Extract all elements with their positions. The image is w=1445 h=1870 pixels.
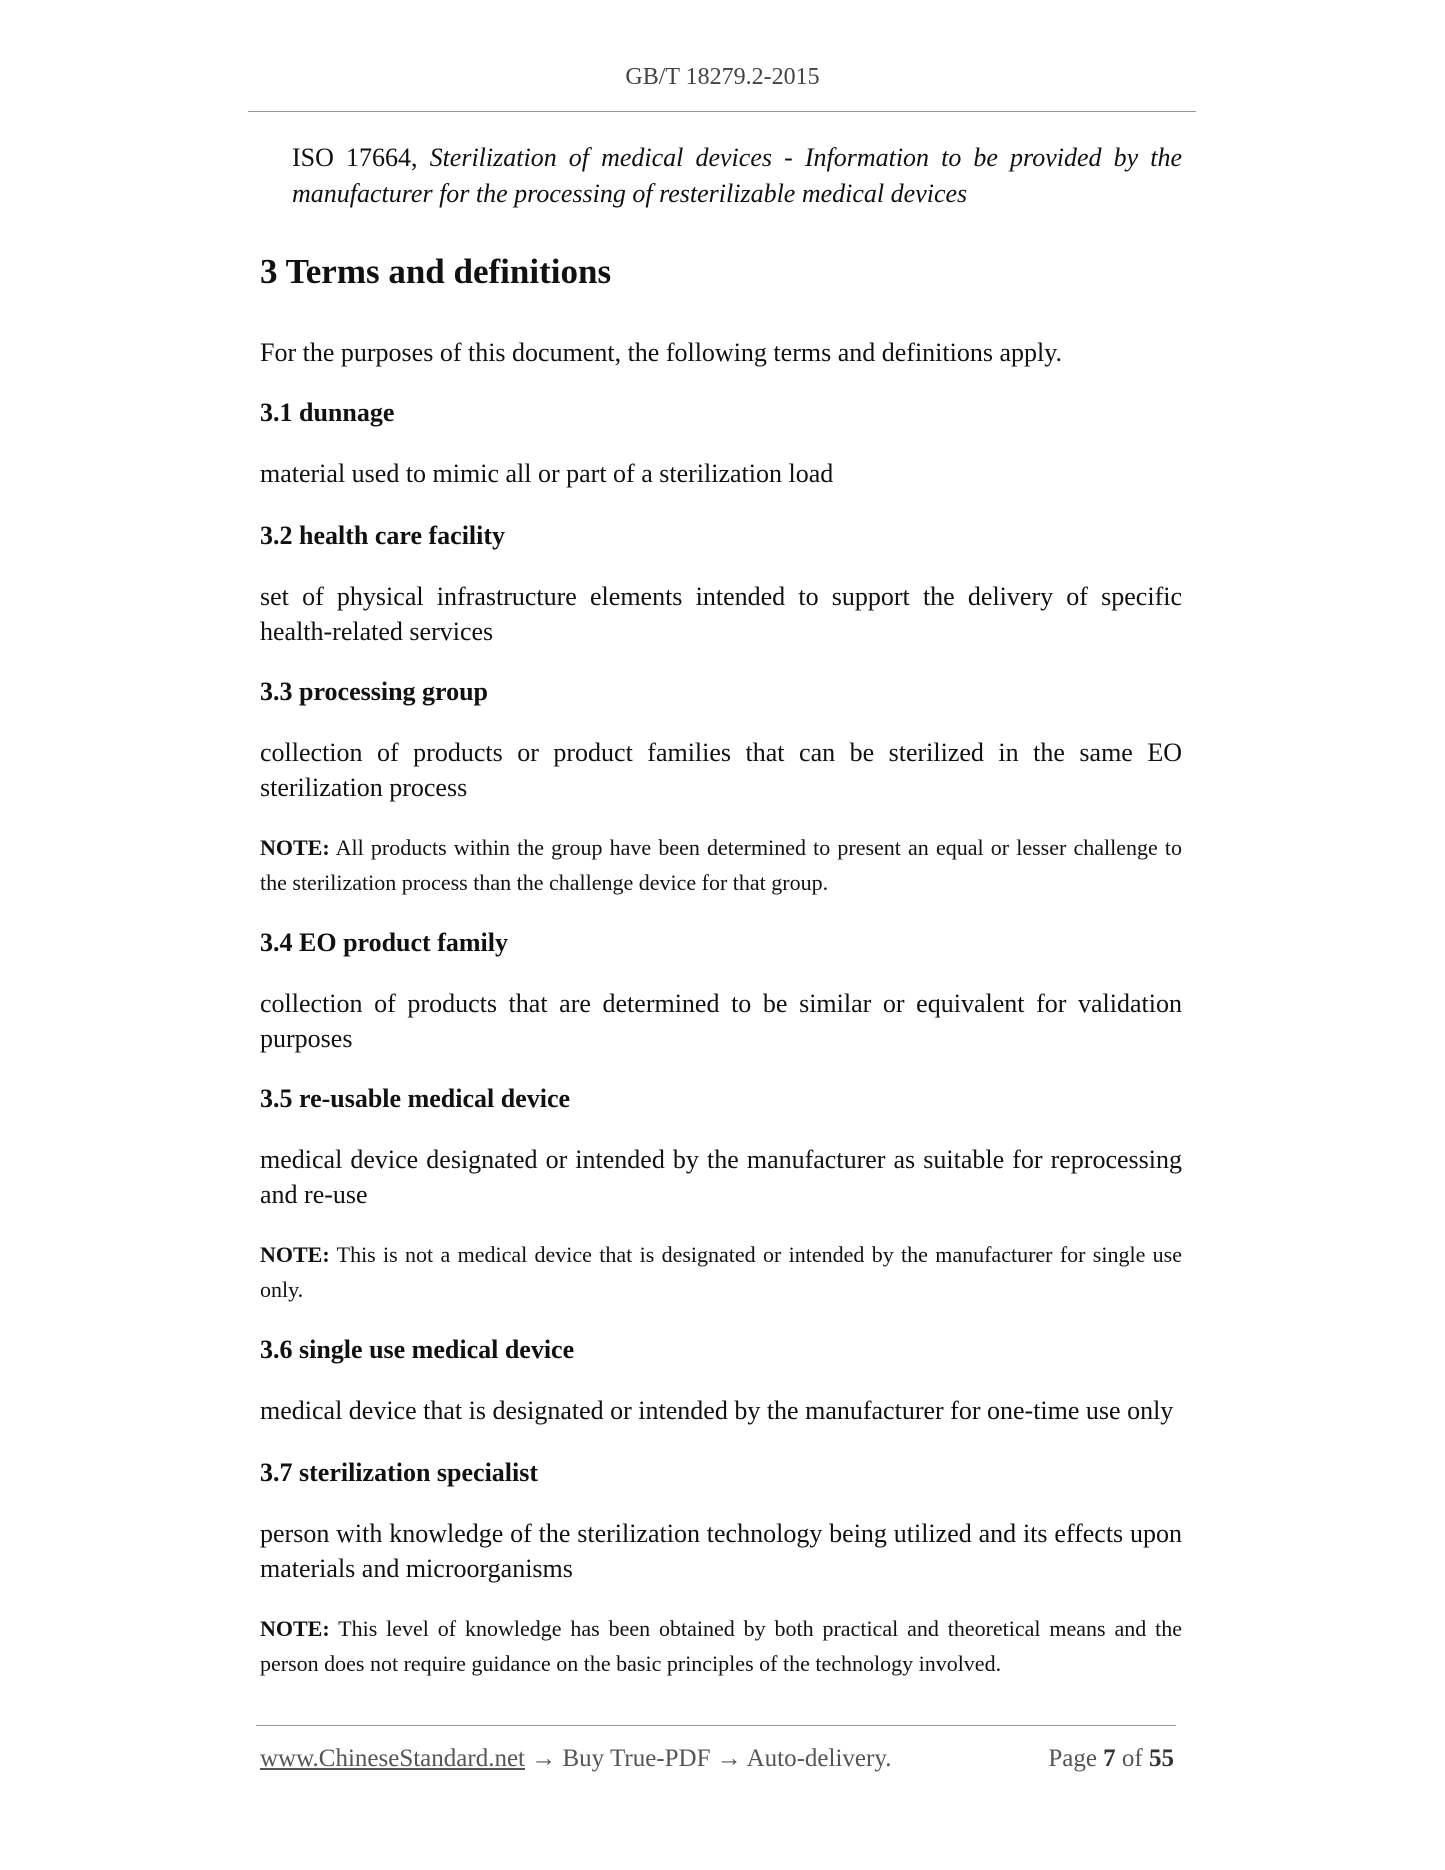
term-definition: medical device that is designated or intended by the manufacturer for one-time use only	[260, 1396, 1174, 1425]
term-title: 3.4 EO product family	[260, 928, 508, 957]
page-current: 7	[1103, 1745, 1116, 1772]
arrow-right-icon: →	[531, 1745, 557, 1772]
section-intro: For the purposes of this document, the following terms and definitions apply.	[260, 338, 1063, 367]
reference-entry	[292, 140, 1182, 212]
page-label: Page	[1048, 1745, 1097, 1772]
term-definition: collection of products that are determined to be similar or equivalent for validation purposes	[260, 989, 1182, 1053]
term-definition: collection of products or product families that can be sterilized in the same EO sterilization process	[260, 738, 1182, 802]
term-definition: set of physical infrastructure elements intended to support the delivery of specific health-related services	[260, 582, 1182, 646]
term-title: 3.3 processing group	[260, 677, 489, 706]
term-title: 3.6 single use medical device	[260, 1335, 575, 1364]
footer-divider	[256, 1725, 1176, 1726]
note-text: This level of knowledge has been obtained by both practical and theoretical means and the person does not require guidance on the basic principles of the technology involved.	[260, 1616, 1183, 1676]
reference-title: Sterilization of medical devices - Information to be provided by the manufacturer for the processing of resterilizable medical devices	[292, 143, 1182, 208]
term-definition: material used to mimic all or part of a sterilization load	[260, 459, 834, 488]
term-note	[260, 1237, 1182, 1307]
page-of: of	[1121, 1745, 1143, 1772]
page-footer	[260, 1745, 1174, 1773]
term-title: 3.1 dunnage	[260, 398, 395, 427]
term-note	[260, 1611, 1182, 1681]
buy-pdf-text: Buy True-PDF	[562, 1745, 711, 1772]
auto-delivery-text: Auto-delivery.	[746, 1745, 892, 1772]
term-definition: medical device designated or intended by the manufacturer as suitable for reprocessing and re-use	[260, 1145, 1182, 1209]
note-label: NOTE:	[260, 835, 330, 860]
note-label: NOTE:	[260, 1242, 330, 1267]
term-title: 3.2 health care facility	[260, 521, 506, 550]
document-header: GB/T 18279.2-2015	[625, 64, 820, 90]
term-definition: person with knowledge of the sterilization technology being utilized and its effects upon materials and microorganisms	[260, 1519, 1182, 1583]
note-text: This is not a medical device that is designated or intended by the manufacturer for single use only.	[260, 1242, 1182, 1302]
arrow-right-icon: →	[716, 1745, 742, 1772]
section-heading: 3 Terms and definitions	[260, 252, 612, 291]
page-number	[1048, 1745, 1174, 1773]
note-text: All products within the group have been determined to present an equal or lesser challenge to the sterilization process than the challenge device for that group.	[260, 835, 1182, 895]
reference-code: ISO 17664,	[292, 143, 418, 172]
website-link[interactable]: www.ChineseStandard.net	[260, 1745, 525, 1772]
page-total: 55	[1149, 1745, 1174, 1772]
note-label: NOTE:	[260, 1616, 330, 1641]
header-divider	[248, 111, 1196, 112]
term-title: 3.7 sterilization specialist	[260, 1458, 539, 1487]
term-title: 3.5 re-usable medical device	[260, 1084, 571, 1113]
term-note	[260, 830, 1182, 900]
